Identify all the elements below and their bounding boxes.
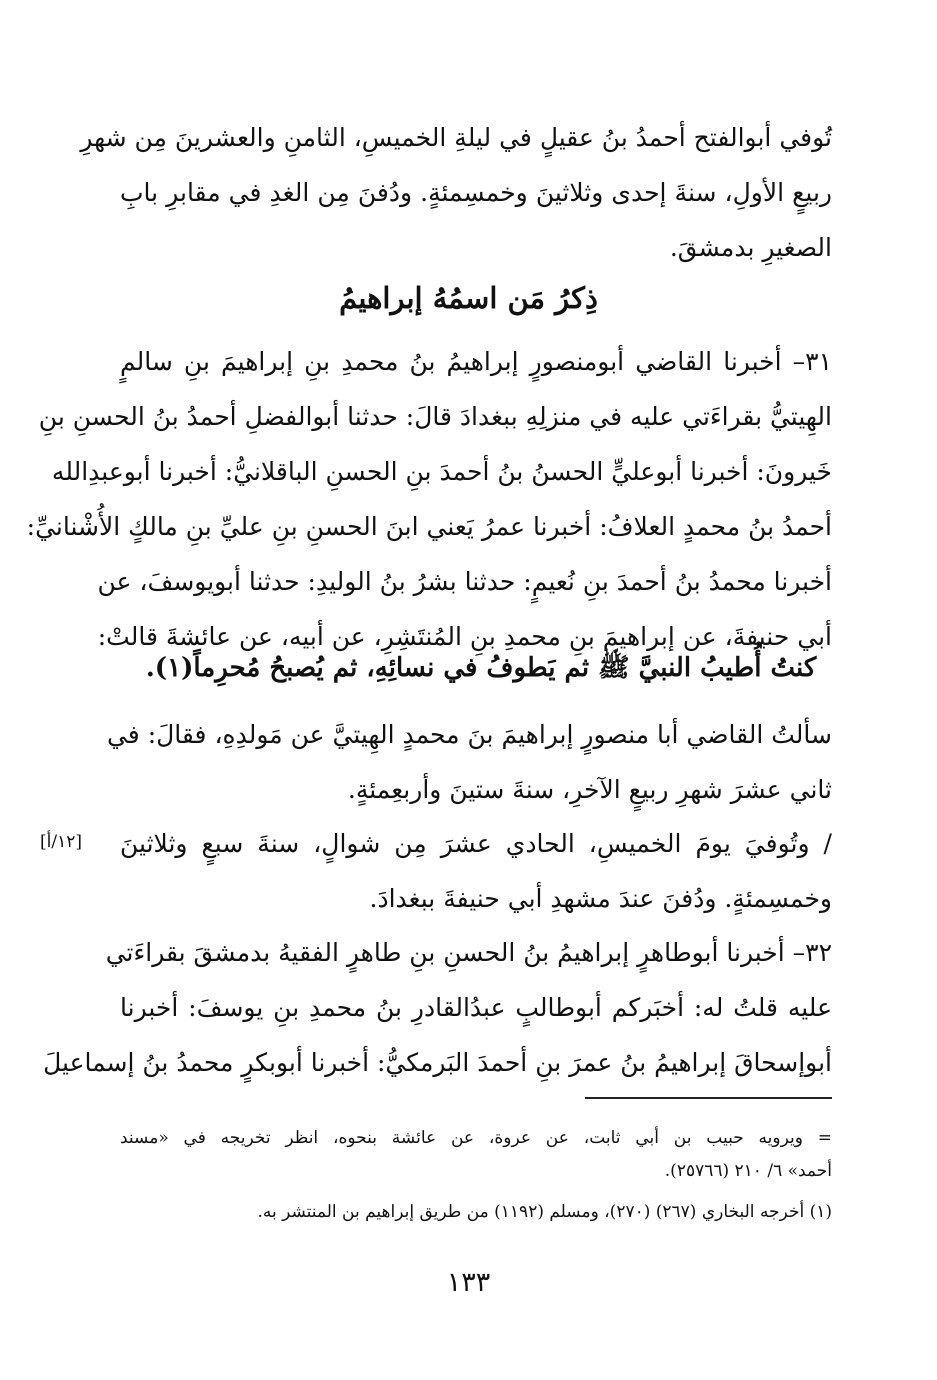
text-line: الصغيرِ بدمشقَ. (669, 233, 832, 262)
text-line: خَيرونَ: أخبرنا أبوعليٍّ الحسنُ بنُ أحمدَ بنِ الحسنِ الباقلانيُّ: أخبرنا أبوعبدِالله (51, 457, 832, 486)
text-line: الهِيتيُّ بقراءَتي عليه في منزلِهِ ببغدادَ قالَ: حدثنا أبوالفضلِ أحمدُ بنُ الحسنِ بنِ (38, 402, 832, 431)
text-line: ربيعٍ الأولِ، سنةَ إحدى وثلاثينَ وخمسِمئةٍ. ودُفنَ مِن الغدِ في مقابرِ بابِ (120, 178, 832, 207)
text-line: ثاني عشرَ شهرِ ربيعٍ الآخرِ، سنةَ ستينَ وأربعِمئةٍ. (347, 775, 832, 804)
hadith-text: كنتُ أُطيبُ النبيَّ ﷺ ثم يَطوفُ في نسائِهِ، ثم يُصبحُ مُحرِماً(١). (145, 653, 817, 683)
footnote-line: (١) أخرجه البخاري (٢٦٧) (٢٧٠)، ومسلم (١١٩٢) من طريق إبراهيم بن المنتشر به. (257, 1202, 832, 1222)
text-line: ٣٢– أخبرنا أبوطاهرٍ إبراهيمُ بنُ الحسنِ بنِ طاهرٍ الفقيهُ بدمشقَ بقراءَتي (105, 938, 832, 967)
text-line: سألتُ القاضي أبا منصورٍ إبراهيمَ بنَ محمدٍ الهِيتيَّ عن مَولدِهِ، فقالَ: في (106, 720, 832, 749)
text-line: عليه قلتُ له: أخبَركم أبوطالبٍ عبدُالقادرِ بنُ محمدِ بنِ يوسفَ: أخبرنا (120, 993, 832, 1022)
footnote-1 (120, 1196, 832, 1229)
paragraph-death (120, 816, 832, 926)
footnote-line: أحمد» ٦/ ٢١٠ (٢٥٧٦٦). (664, 1161, 832, 1181)
text-line: / وتُوفيَ يومَ الخميسِ، الحادي عشرَ مِن شوالٍ، سنةَ سبعٍ وثلاثينَ (120, 829, 832, 858)
footnote-separator (585, 1097, 832, 1099)
paragraph-hadith-32 (43, 925, 832, 1090)
text-line: أبي حنيفةَ، عن إبراهيمَ بنِ محمدِ بنِ المُنتَشِرِ، عن أبيه، عن عائشةَ قالتْ: (97, 622, 832, 651)
footnote-line: = ويرويه حبيب بن أبي ثابت، عن عروة، عن عائشة بنحوه، انظر تخريجه في «مسند (120, 1128, 832, 1148)
section-heading: ذِكرُ مَن اسمُهُ إبراهيمُ (339, 281, 598, 315)
paragraph-birth (106, 707, 832, 817)
folio-marker: [١٢/أ] (40, 832, 82, 852)
paragraph-hadith-31 (26, 334, 832, 664)
text-line: ٣١– أخبرنا القاضي أبومنصورٍ إبراهيمُ بنُ محمدِ بنِ إبراهيمَ بنِ سالمٍ (120, 347, 832, 376)
text-line: تُوفي أبوالفتح أحمدُ بنُ عقيلٍ في ليلةِ الخميسِ، الثامنِ والعشرينَ مِن شهرِ (80, 123, 832, 152)
paragraph-death-notice (80, 110, 832, 275)
footnote-continuation (120, 1122, 832, 1188)
text-line: أخبرنا محمدُ بنُ أحمدَ بنِ نُعيمٍ: حدثنا بشرُ بنُ الوليدِ: حدثنا أبويوسفَ، عن (97, 567, 832, 596)
text-line: وخمسِمئةٍ. ودُفنَ عندَ مشهدِ أبي حنيفةَ ببغدادَ. (369, 884, 832, 913)
page-number: ١٣٣ (446, 1267, 491, 1298)
text-line: أحمدُ بنُ محمدٍ العلافُ: أخبرنا عمرُ يَعني ابنَ الحسنِ بنِ عليِّ بنِ مالكٍ الأُشْنانيِّ: (26, 512, 832, 541)
text-line: أبوإسحاقَ إبراهيمُ بنُ عمرَ بنِ أحمدَ البَرمكيُّ: أخبرنا أبوبكرٍ محمدُ بنُ إسماعيلَ (43, 1048, 832, 1077)
